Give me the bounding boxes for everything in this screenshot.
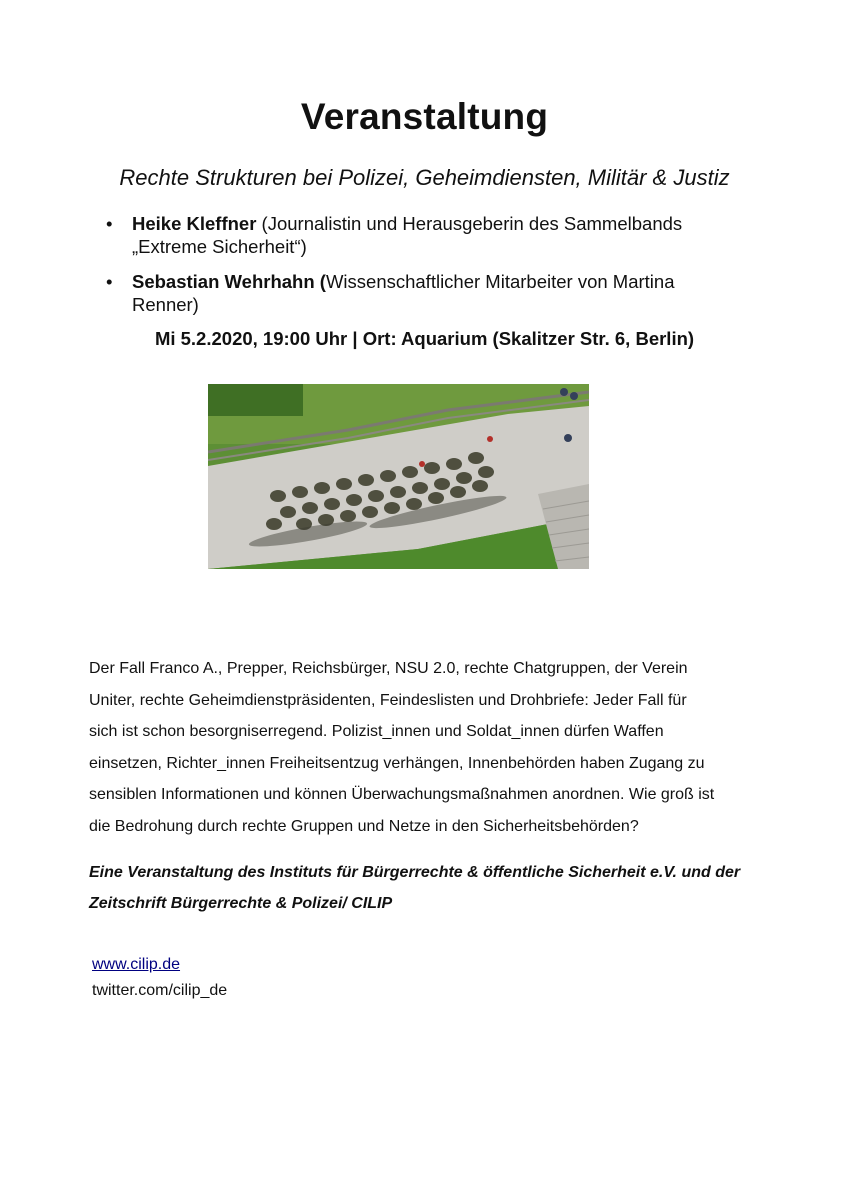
paragraph-line: Uniter, rechte Geheimdienstpräsidenten, Feindeslisten und Drohbriefe: Jeder Fall für [89, 691, 687, 709]
bullet-icon: • [106, 271, 113, 292]
speaker-description-line: (Journalistin und Herausgeberin des Sammelbands [256, 213, 683, 234]
speaker-description-line: Renner) [132, 294, 199, 315]
red-beret [419, 461, 425, 467]
event-date-location: Mi 5.2.2020, 19:00 Uhr | Ort: Aquarium (Skalitzer Str. 6, Berlin) [154, 328, 695, 349]
hedge [208, 384, 303, 416]
soldiers-marching-photo [208, 384, 589, 569]
organizer-credit [89, 857, 779, 919]
speaker-list [106, 212, 746, 328]
paragraph-line: die Bedrohung durch rechte Gruppen und Netze in den Sicherheitsbehörden? [89, 817, 639, 835]
page-title: Veranstaltung [300, 96, 549, 137]
paragraph-line: Der Fall Franco A., Prepper, Reichsbürger, NSU 2.0, rechte Chatgruppen, der Verein [89, 660, 688, 677]
website-link[interactable]: www.cilip.de [92, 956, 181, 973]
speaker-name: Sebastian Wehrhahn ( [132, 271, 326, 292]
credit-line: Eine Veranstaltung des Instituts für Bürgerrechte & öffentliche Sicherheit e.V. und der [89, 864, 741, 881]
credit-line: Zeitschrift Bürgerrechte & Polizei/ CILIP [89, 895, 393, 912]
paragraph-line: sensiblen Informationen und können Überwachungsmaßnahmen anordnen. Wie groß ist [89, 786, 715, 803]
list-item [106, 270, 746, 316]
contact-links [92, 952, 227, 1004]
event-description [89, 653, 779, 842]
speaker-description-line: Wissenschaftlicher Mitarbeiter von Martina [325, 271, 675, 292]
photo-illustration [208, 384, 589, 569]
bullet-icon: • [106, 213, 113, 234]
speaker-name: Heike Kleffner [132, 213, 257, 234]
speaker-description-line: „Extreme Sicherheit“) [132, 236, 307, 257]
twitter-handle: twitter.com/cilip_de [92, 982, 228, 999]
list-item [106, 212, 746, 258]
paragraph-line: sich ist schon besorgniserregend. Polizist_innen und Soldat_innen dürfen Waffen [89, 723, 664, 740]
red-beret [487, 436, 493, 442]
paragraph-line: einsetzen, Richter_innen Freiheitsentzug verhängen, Innenbehörden haben Zugang zu [89, 754, 705, 772]
page-subtitle: Rechte Strukturen bei Polizei, Geheimdiensten, Militär & Justiz [119, 165, 730, 190]
